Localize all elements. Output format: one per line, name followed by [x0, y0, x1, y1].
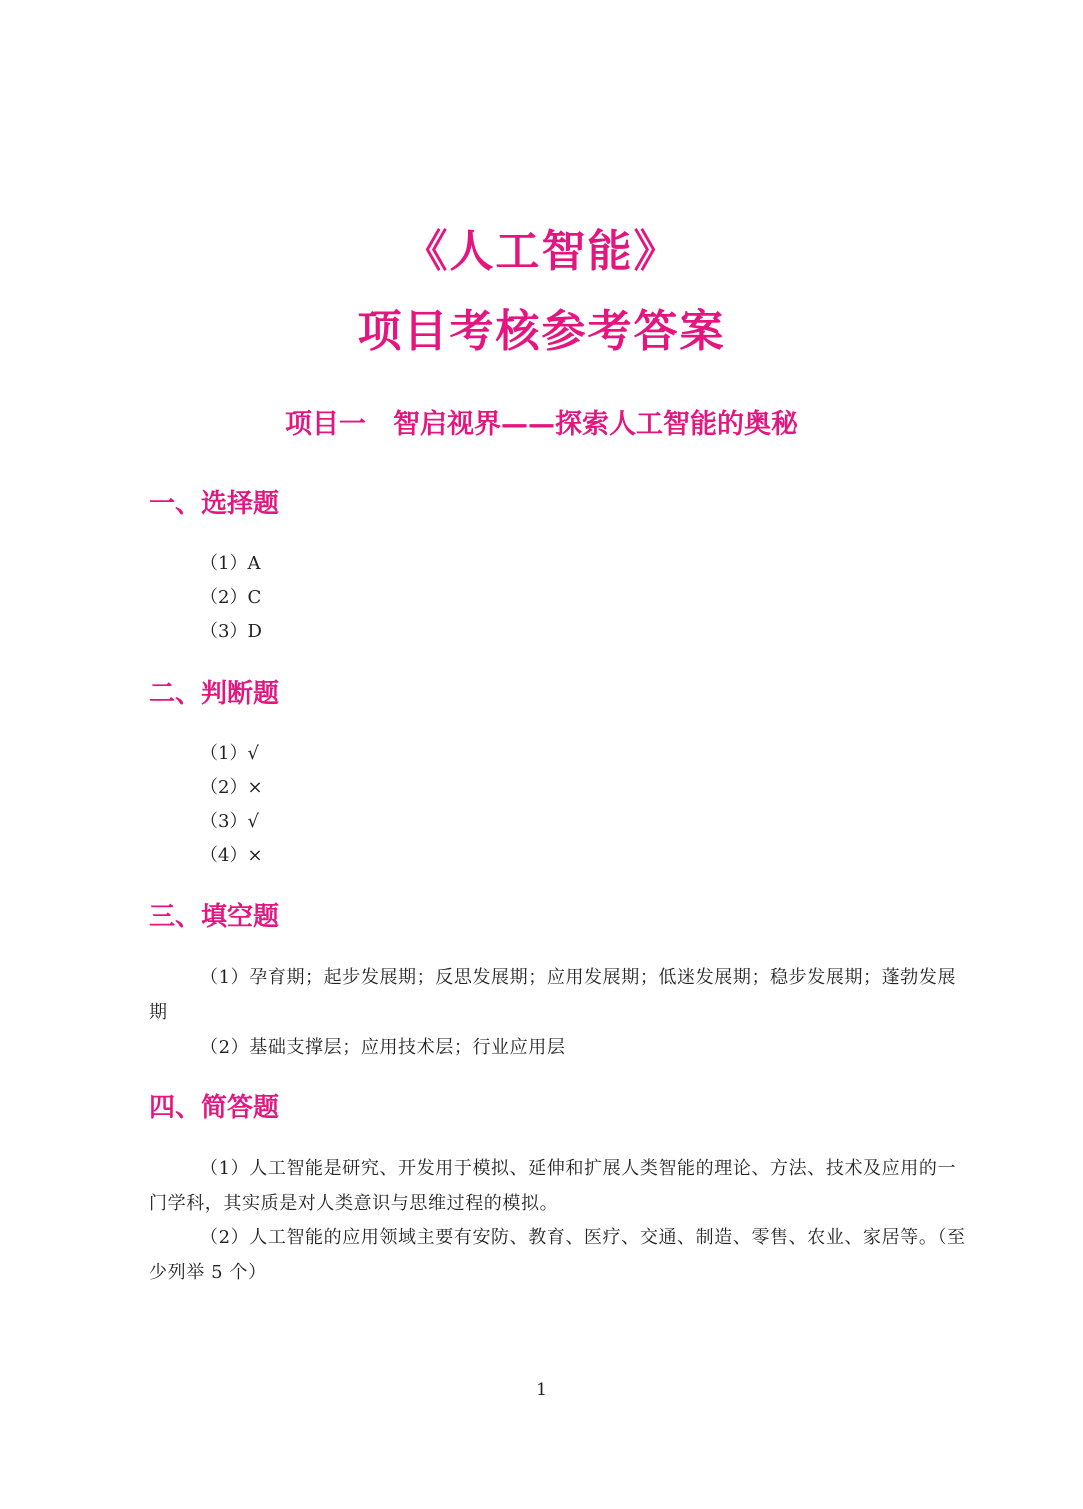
- answer-item: （3）√: [200, 811, 259, 832]
- answer-item: （2）C: [200, 587, 262, 608]
- answer-paragraph: （2）基础支撑层；应用技术层；行业应用层: [200, 1037, 566, 1058]
- answer-item: （4）×: [200, 845, 263, 866]
- section-heading-fill: 三、填空题: [149, 902, 280, 932]
- answer-item: （2）×: [200, 777, 263, 798]
- document-title: 《人工智能》: [403, 226, 680, 277]
- section-heading-short: 四、简答题: [149, 1093, 280, 1123]
- section-heading-judgment: 二、判断题: [149, 679, 280, 709]
- document-subtitle: 项目考核参考答案: [357, 306, 726, 357]
- answer-paragraph: （2）人工智能的应用领域主要有安防、教育、医疗、交通、制造、零售、农业、家居等。（至少列举 5 个）: [149, 1227, 966, 1283]
- project-title: 项目一 智启视界——探索人工智能的奥秘: [285, 409, 798, 440]
- answer-paragraph: （1）人工智能是研究、开发用于模拟、延伸和扩展人类智能的理论、方法、技术及应用的一门学科，其实质是对人类意识与思维过程的模拟。: [149, 1158, 957, 1214]
- section-heading-choice: 一、选择题: [149, 489, 280, 519]
- answer-item: （3）D: [200, 621, 262, 642]
- answer-item: （1）√: [200, 743, 259, 764]
- answer-item: （1）A: [200, 553, 261, 574]
- answer-paragraph: （1）孕育期；起步发展期；反思发展期；应用发展期；低迷发展期；稳步发展期；蓬勃发展期: [149, 967, 957, 1023]
- page-number: 1: [536, 1380, 547, 1400]
